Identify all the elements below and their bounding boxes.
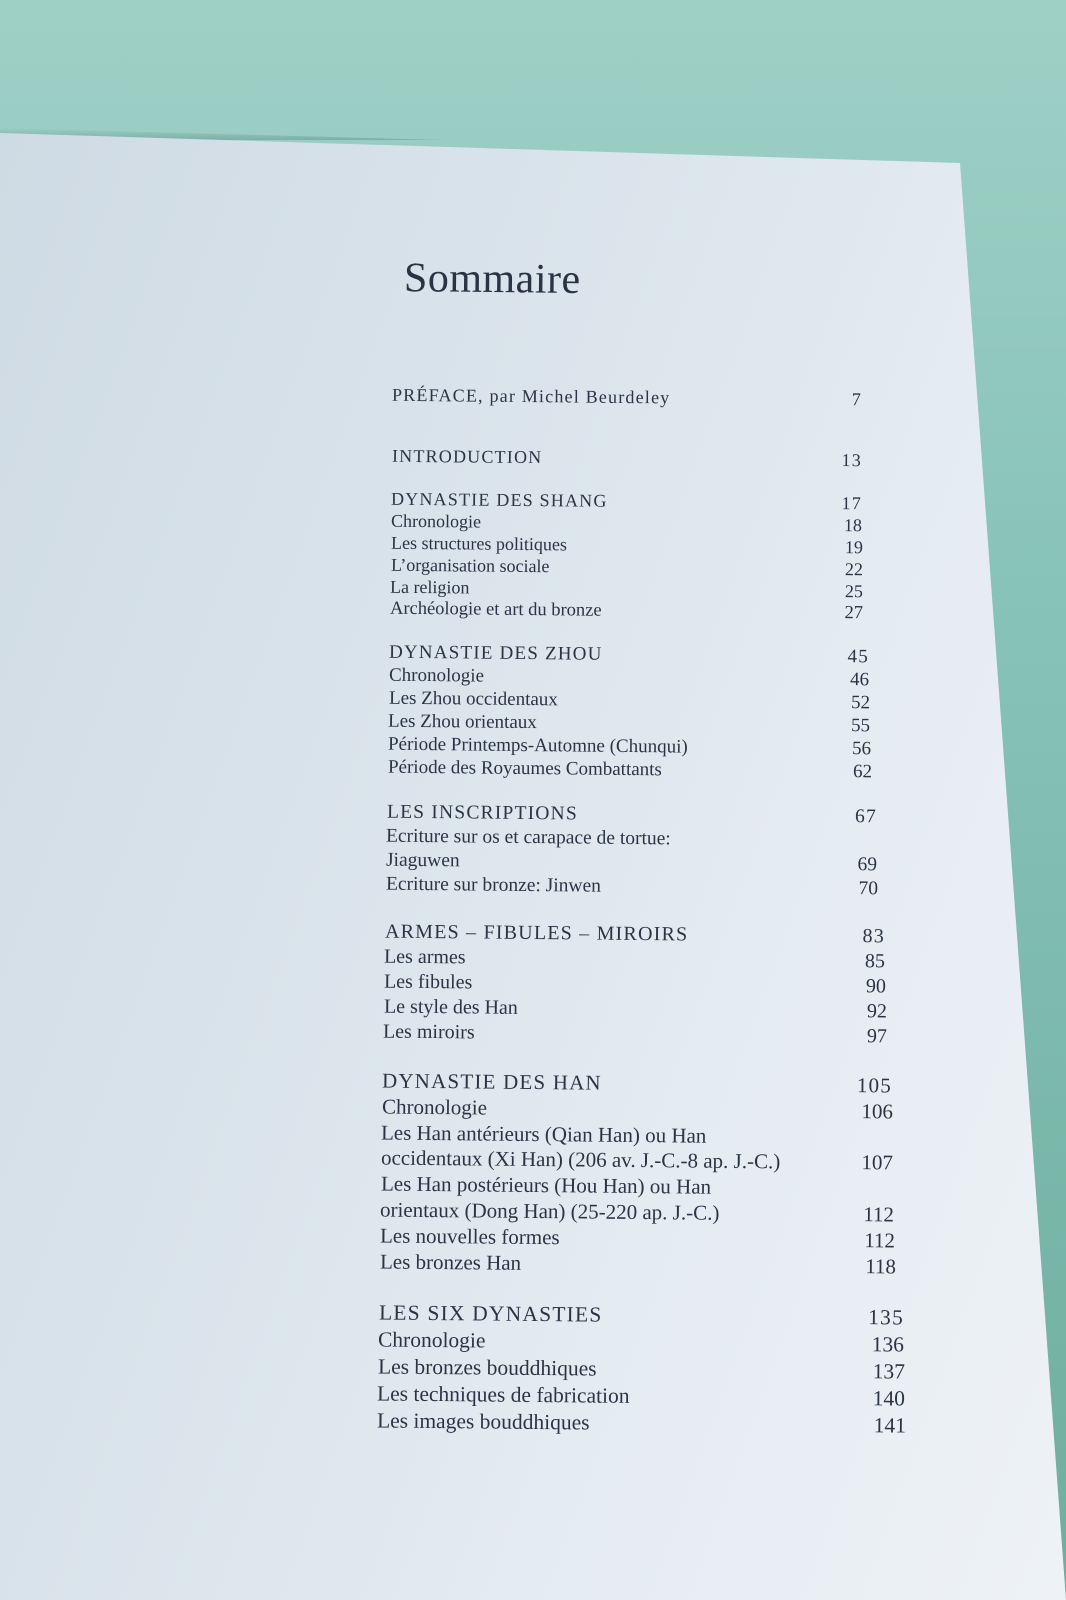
toc-page-number: 52 — [850, 692, 871, 714]
toc-page-number: 45 — [847, 646, 870, 668]
toc-page-number: 25 — [844, 581, 864, 602]
toc-page-number: 112 — [863, 1202, 895, 1227]
toc-entry-label: Chronologie — [377, 1327, 486, 1353]
toc-section-heading — [385, 921, 885, 949]
toc-entry — [388, 711, 870, 738]
toc-entry-label: Les Han antérieurs (Qian Han) ou Han — [380, 1120, 707, 1148]
toc-entry — [380, 1250, 896, 1280]
toc-entry-label: orientaux (Dong Han) (25-220 ap. J.-C.) — [379, 1197, 720, 1225]
toc-entry-label: Les Zhou orientaux — [387, 710, 537, 734]
toc-entry-label: PRÉFACE, par Michel Beurdeley — [391, 384, 671, 408]
toc-section-heading — [389, 642, 869, 669]
toc-entry — [383, 1021, 887, 1049]
toc-page-number: 141 — [873, 1413, 907, 1438]
toc-section-heading — [392, 385, 862, 411]
toc-page-number: 85 — [864, 950, 886, 973]
toc-page-number: 46 — [849, 669, 870, 691]
toc-page-number: 118 — [865, 1254, 897, 1279]
toc-page-number: 112 — [864, 1228, 896, 1253]
toc-entry — [388, 734, 871, 761]
toc-entry-label: Les Han postérieurs (Hou Han) ou Han — [380, 1171, 712, 1199]
toc-entry-label: LES SIX DYNASTIES — [378, 1300, 603, 1327]
toc-page-number: 83 — [862, 925, 886, 948]
toc-page-number: 140 — [872, 1386, 906, 1411]
toc-page-number: 62 — [852, 761, 873, 783]
toc-page-number: 56 — [851, 738, 872, 760]
toc-entry — [388, 757, 872, 784]
toc-entry-label: Les Zhou occidentaux — [388, 687, 558, 711]
toc-entry-label: Ecriture sur bronze: Jinwen — [385, 873, 602, 897]
toc-entry-label: ARMES – FIBULES – MIROIRS — [384, 920, 689, 946]
toc-page-number: 67 — [854, 806, 878, 828]
toc-page-number: 105 — [856, 1073, 893, 1098]
toc-page-number: 69 — [857, 854, 878, 876]
toc-entry-label: DYNASTIE DES SHANG — [390, 488, 608, 511]
toc-page-number: 92 — [866, 1000, 888, 1023]
toc-entry — [386, 850, 877, 877]
toc-entry-label: DYNASTIE DES ZHOU — [388, 641, 603, 665]
toc-entry — [389, 688, 870, 715]
toc-entry-label: INTRODUCTION — [391, 445, 543, 468]
toc-section-heading — [382, 1069, 892, 1099]
toc-page-number: 106 — [861, 1099, 894, 1124]
toc-entry-label: DYNASTIE DES HAN — [381, 1068, 602, 1095]
toc-entry — [384, 971, 886, 999]
toc-entry-label: Les techniques de fabrication — [376, 1381, 630, 1408]
toc-entry — [378, 1354, 905, 1384]
toc-entry-label: Période Printemps-Automne (Chunqui) — [387, 733, 688, 758]
toc-entry-label: Les fibules — [383, 970, 473, 994]
toc-entry — [377, 1408, 906, 1438]
toc-page-number: 136 — [871, 1332, 905, 1357]
toc-section-heading — [379, 1300, 904, 1330]
toc-entry — [377, 1381, 905, 1411]
toc-page-number: 55 — [850, 715, 871, 737]
toc-entry-label: Le style des Han — [383, 995, 518, 1019]
toc-entry-label: Les structures politiques — [390, 532, 568, 555]
toc-page-number: 135 — [868, 1305, 905, 1330]
toc-entry-label: Période des Royaumes Combattants — [387, 756, 662, 781]
toc-entry — [384, 946, 885, 974]
toc-entry-label: Ecriture sur os et carapace de tortue: — [385, 825, 671, 850]
toc-entry — [381, 1146, 893, 1176]
toc-entry-label: L’organisation sociale — [390, 554, 550, 577]
toc-entry-label: Chronologie — [381, 1094, 488, 1120]
toc-page-number: 97 — [866, 1025, 888, 1048]
toc-entry — [378, 1327, 904, 1357]
toc-entry-label: Les bronzes Han — [379, 1249, 522, 1275]
toc-page-number: 70 — [858, 878, 879, 900]
toc-entry — [389, 665, 869, 692]
toc-page-number: 107 — [861, 1150, 894, 1175]
toc-entry-label: Chronologie — [388, 664, 485, 687]
toc-entry-label: Les images bouddhiques — [376, 1408, 590, 1435]
toc-entry — [380, 1224, 895, 1254]
toc-page-number: 13 — [841, 450, 863, 471]
toc-entry-label: Les armes — [383, 945, 466, 969]
toc-entry-label: La religion — [389, 576, 470, 598]
toc-entry — [382, 1095, 893, 1125]
toc-entry — [390, 599, 863, 625]
toc-entry-label: Les miroirs — [382, 1020, 475, 1044]
toc-entry-label: LES INSCRIPTIONS — [386, 801, 579, 825]
toc-page-number: 22 — [844, 559, 864, 580]
toc-entry-label: Chronologie — [390, 510, 482, 532]
toc-page-number: 17 — [841, 493, 863, 514]
toc-section-heading — [387, 802, 877, 829]
toc-page-number: 19 — [844, 537, 864, 558]
toc-page-number: 137 — [872, 1359, 906, 1384]
toc-page-number: 7 — [851, 389, 863, 410]
toc-entry-label: Archéologie et art du bronze — [389, 598, 602, 621]
toc-page-number: 90 — [865, 975, 887, 998]
toc-entry — [386, 874, 878, 901]
toc-page-number: 27 — [844, 603, 864, 624]
toc-entry-label: Jiaguwen — [385, 849, 460, 872]
page-title: Sommaire — [403, 255, 581, 303]
toc-entry — [381, 1172, 894, 1202]
toc-entry — [380, 1198, 894, 1228]
toc-section-heading — [392, 446, 862, 472]
toc-entry-label: Les nouvelles formes — [379, 1223, 560, 1250]
toc-page-number: 18 — [843, 515, 863, 536]
toc-entry — [386, 826, 876, 853]
toc-entry-label: Les bronzes bouddhiques — [377, 1354, 597, 1381]
toc-entry — [384, 996, 887, 1024]
toc-entry-label: occidentaux (Xi Han) (206 av. J.-C.-8 ap. J.-C.) — [380, 1145, 781, 1174]
